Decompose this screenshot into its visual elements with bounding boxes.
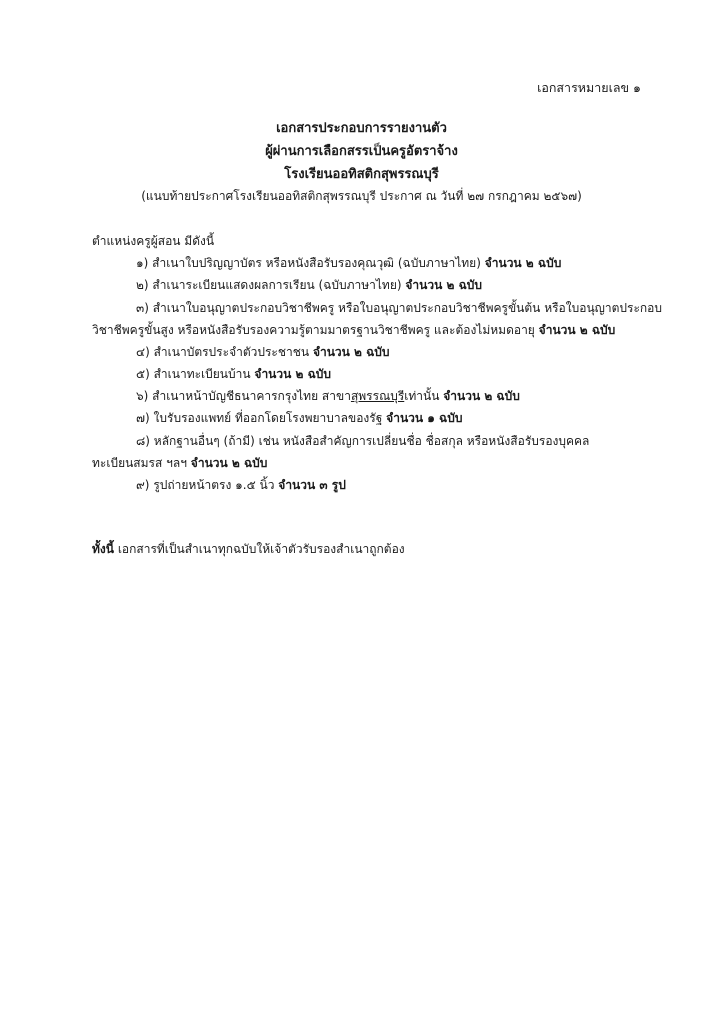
- item-quantity: จำนวน ๒ ฉบับ: [190, 456, 268, 470]
- item-number: ๕): [136, 367, 150, 381]
- list-item: [136, 476, 346, 495]
- branch-name-underlined: สุพรรณบุรี: [350, 389, 405, 403]
- item-text: [152, 389, 439, 403]
- item-quantity: จำนวน ๑ ฉบับ: [386, 411, 463, 425]
- heading-title: เอกสารประกอบการรายงานตัว: [276, 121, 447, 136]
- item-number: ๘): [136, 434, 150, 448]
- item-number: ๑): [136, 256, 149, 270]
- item-quantity: จำนวน ๓ รูป: [278, 478, 346, 492]
- heading-reference: (แนบท้ายประกาศโรงเรียนออทิสติกสุพรรณบุรี ประกาศ ณ วันที่ ๒๗ กรกฎาคม ๒๕๖๗): [141, 189, 582, 203]
- list-item: [136, 276, 482, 295]
- list-item: [136, 409, 462, 428]
- list-item-continuation: [92, 321, 615, 340]
- item-text: สำเนาทะเบียนบ้าน: [153, 367, 251, 381]
- document-number: เอกสารหมายเลข ๑: [537, 80, 641, 95]
- list-item: [136, 343, 390, 362]
- item-text: สำเนาใบอนุญาตประกอบวิชาชีพครู หรือใบอนุญาตประกอบวิชาชีพครูขั้นต้น หรือใบอนุญาตประกอบ: [152, 301, 662, 315]
- item-number: ๒): [136, 278, 149, 292]
- item-text: ใบรับรองแพทย์ ที่ออกโดยโรงพยาบาลของรัฐ: [153, 411, 383, 425]
- item-number: ๙): [136, 478, 150, 492]
- item-text-continued: ทะเบียนสมรส ฯลฯ: [92, 456, 187, 470]
- item-text-continued: วิชาชีพครูขั้นสูง หรือหนังสือรับรองความรู้ตามมาตรฐานวิชาชีพครู และต้องไม่หมดอายุ: [92, 323, 535, 337]
- list-item-continuation: [92, 454, 267, 473]
- note-text: เอกสารที่เป็นสำเนาทุกฉบับให้เจ้าตัวรับรองสำเนาถูกต้อง: [117, 542, 405, 556]
- list-item: [136, 254, 561, 273]
- list-item: [136, 365, 331, 384]
- item-quantity: จำนวน ๒ ฉบับ: [484, 256, 562, 270]
- note-label: ทั้งนี้: [92, 542, 114, 556]
- item-number: ๔): [136, 345, 150, 359]
- heading-subtitle: ผู้ผ่านการเลือกสรรเป็นครูอัตราจ้าง: [265, 144, 458, 159]
- item-number: ๖): [136, 389, 149, 403]
- item-text-prefix: สำเนาหน้าบัญชีธนาคารกรุงไทย สาขา: [152, 389, 351, 403]
- item-text: สำเนาระเบียนแสดงผลการเรียน (ฉบับภาษาไทย): [152, 278, 402, 292]
- list-item: [136, 432, 589, 451]
- item-text: สำเนาบัตรประจำตัวประชาชน: [153, 345, 310, 359]
- item-text: รูปถ่ายหน้าตรง ๑.๕ นิ้ว: [153, 478, 275, 492]
- item-number: ๓): [136, 301, 149, 315]
- list-item: [136, 387, 520, 406]
- list-item: [136, 299, 662, 318]
- item-text-suffix: เท่านั้น: [404, 389, 440, 403]
- item-text: หลักฐานอื่นๆ (ถ้ามี) เช่น หนังสือสำคัญการเปลี่ยนชื่อ ชื่อสกุล หรือหนังสือรับรองบุคคล: [153, 434, 590, 448]
- heading-school: โรงเรียนออทิสติกสุพรรณบุรี: [284, 167, 439, 182]
- intro-text: ตำแหน่งครูผู้สอน มีดังนี้: [92, 234, 215, 248]
- item-quantity: จำนวน ๒ ฉบับ: [312, 345, 390, 359]
- item-quantity: จำนวน ๒ ฉบับ: [443, 389, 520, 403]
- item-quantity: จำนวน ๒ ฉบับ: [538, 323, 616, 337]
- item-number: ๗): [136, 411, 150, 425]
- note: [92, 540, 405, 559]
- item-quantity: จำนวน ๒ ฉบับ: [405, 278, 482, 292]
- item-quantity: จำนวน ๒ ฉบับ: [254, 367, 331, 381]
- item-text: สำเนาใบปริญญาบัตร หรือหนังสือรับรองคุณวุฒิ (ฉบับภาษาไทย): [152, 256, 481, 270]
